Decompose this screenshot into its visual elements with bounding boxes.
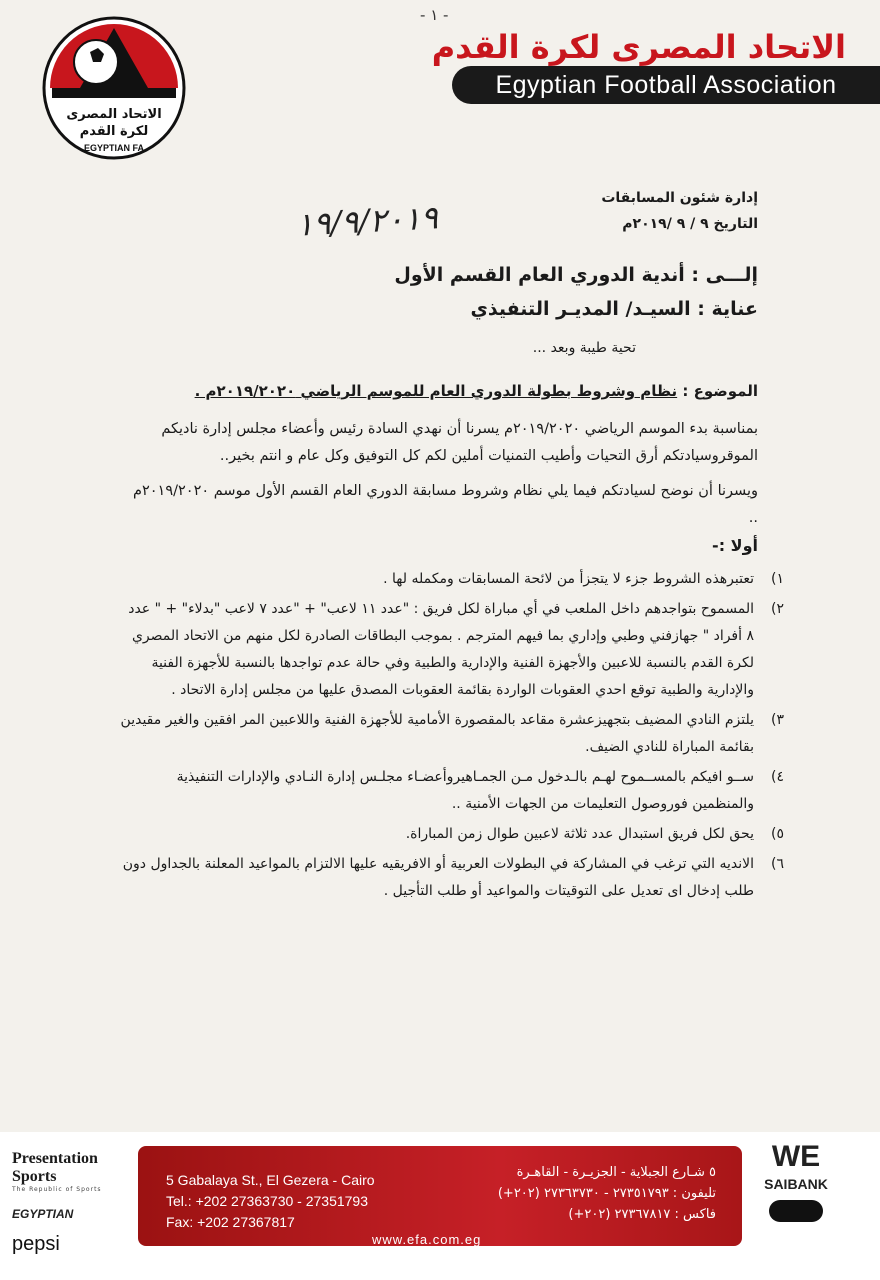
title-english: Egyptian Football Association	[495, 70, 837, 99]
list-item	[120, 596, 784, 704]
list-item	[120, 566, 784, 593]
saibank-logo: SAIBANK	[764, 1176, 828, 1192]
presentation-tagline: The Republic of Sports	[12, 1186, 102, 1193]
fax-en: Fax: +202 27367817	[166, 1214, 295, 1230]
pepsi-logo: pepsi	[12, 1233, 60, 1255]
tel-ar: تليفون : ٢٧٣٥١٧٩٣ - ٢٧٣٦٣٧٣٠ (٢٠٢+)	[497, 1186, 716, 1201]
section-first-heading: أولا :-	[712, 536, 758, 555]
footer-address-arabic	[498, 1162, 716, 1225]
egyptian-logo: EGYPTIAN	[12, 1207, 74, 1221]
sponsors-left	[12, 1150, 132, 1256]
item-text: ســو افيكم بالمســموح لهـم بالـدخول مـن الجمـاهيروأعضـاء مجلـس إدارة النـادي والإدارات التنفيذية والمنظمين فوروصول التعليمات من الجهات الأمنية ..	[176, 769, 754, 812]
address-ar: ٥ شـارع الجبلاية - الجزيـرة - القاهـرة	[516, 1165, 716, 1180]
title-arabic: الاتحاد المصرى لكرة القدم	[431, 28, 846, 66]
greeting: تحية طيبة وبعد ...	[532, 340, 636, 356]
item-number: ٦)	[771, 856, 784, 872]
item-number: ٥)	[771, 826, 784, 842]
list-item	[120, 821, 784, 848]
item-number: ١)	[771, 571, 784, 587]
svg-text:لكرة القدم: لكرة القدم	[79, 124, 149, 139]
subject-value: نظام وشروط بطولة الدوري العام للموسم الرياضي ٢٠١٩/٢٠٢٠م .	[194, 382, 678, 400]
addressee-attention: عناية : السيـد/ المديـر التنفيذي	[470, 298, 758, 320]
list-item	[120, 707, 784, 761]
tel-en: Tel.: +202 27363730 - 27351793	[166, 1193, 369, 1209]
item-text: يحق لكل فريق استبدال عدد ثلاثة لاعبين طوال زمن المباراة.	[405, 826, 754, 842]
department-label: إدارة شئون المسابقات	[601, 190, 758, 206]
title-bar	[452, 66, 880, 104]
item-number: ٣)	[771, 712, 784, 728]
list-item	[120, 764, 784, 818]
item-text: الانديه التي ترغب في المشاركة في البطولات العربية أو الافريقيه عليها الالتزام بالمواعيد المعلنة بالجداول دون طلب إدخال اى تعديل على التوقيتات والمواعيد أو طلب التأجيل .	[122, 856, 754, 899]
paragraph-terms: ويسرنا أن نوضح لسيادتكم فيما يلي نظام وشروط مسابقة الدوري العام القسم الأول موسم ٢٠١٩/٢٠٢٠م ..	[132, 483, 758, 526]
item-number: ٤)	[771, 769, 784, 785]
item-number: ٢)	[771, 601, 784, 617]
presentation-sports-logo: Presentation Sports	[12, 1150, 98, 1185]
sponsors-right	[746, 1140, 846, 1222]
sponsor-badge-icon	[769, 1200, 823, 1222]
website-link[interactable]: www.efa.com.eg	[372, 1232, 482, 1247]
subject-line	[195, 382, 758, 400]
paragraph-intro: بمناسبة بدء الموسم الرياضي ٢٠١٩/٢٠٢٠م يسرنا أن نهدي السادة رئيس وأعضاء مجلس إدارة ناديكم الموقروسيادتكم أرق التحيات وأطيب التمنيات أملين لكم كل التوفيق وكل عام و انتم بخير..	[161, 421, 758, 464]
list-item	[120, 851, 784, 905]
subject-label: الموضوع :	[682, 382, 758, 400]
addressee-to: إلـــى : أندية الدوري العام القسم الأول	[394, 264, 758, 286]
address-en: 5 Gabalaya St., El Gezera - Cairo	[166, 1172, 375, 1188]
item-text: تعتبرهذه الشروط جزء لا يتجزأ من لائحة المسابقات ومكمله لها .	[383, 571, 754, 587]
handwritten-date: ١٩/٩/٢٠١٩	[295, 198, 439, 244]
footer-address-english	[166, 1170, 375, 1233]
page-number: - ١ -	[420, 6, 449, 24]
we-logo: WE	[771, 1140, 821, 1173]
fax-ar: فاكس : ٢٧٣٦٧٨١٧ (٢٠٢+)	[568, 1207, 716, 1222]
terms-list	[120, 566, 784, 908]
svg-text:EGYPTIAN FA: EGYPTIAN FA	[83, 143, 145, 153]
svg-text:الاتحاد المصرى: الاتحاد المصرى	[66, 107, 162, 122]
item-text: المسموح بتواجدهم داخل الملعب في أي مباراة لكل فريق : "عدد ١١ لاعب" + "عدد ٧ لاعب "بدلاء" + " عدد ٨ أفراد " جهازفني وطبي وإداري بما فيهم المترجم . بموجب البطاقات الصادرة لكل منهم من الاتحاد المصري لكرة القدم بالنسبة للاعبين والأجهزة الفنية والإدارية والطبية وفي حالة عدم تواجدها بالنسبة للأجهزة الفنية والإدارية والطبية توقع احدي العقوبات الواردة بقائمة العقوبات المصدق عليها من مجلس إدارة الاتحاد .	[128, 601, 754, 698]
printed-date: التاريخ ٩ / ٩ /٢٠١٩م	[622, 216, 758, 232]
item-text: يلتزم النادي المضيف بتجهيزعشرة مقاعد بالمقصورة الأمامية للأجهزة الفنية واللاعبين المر افقين والغير مقيدين بقائمة المباراة للنادي الضيف.	[120, 712, 754, 755]
efa-logo	[40, 14, 188, 162]
